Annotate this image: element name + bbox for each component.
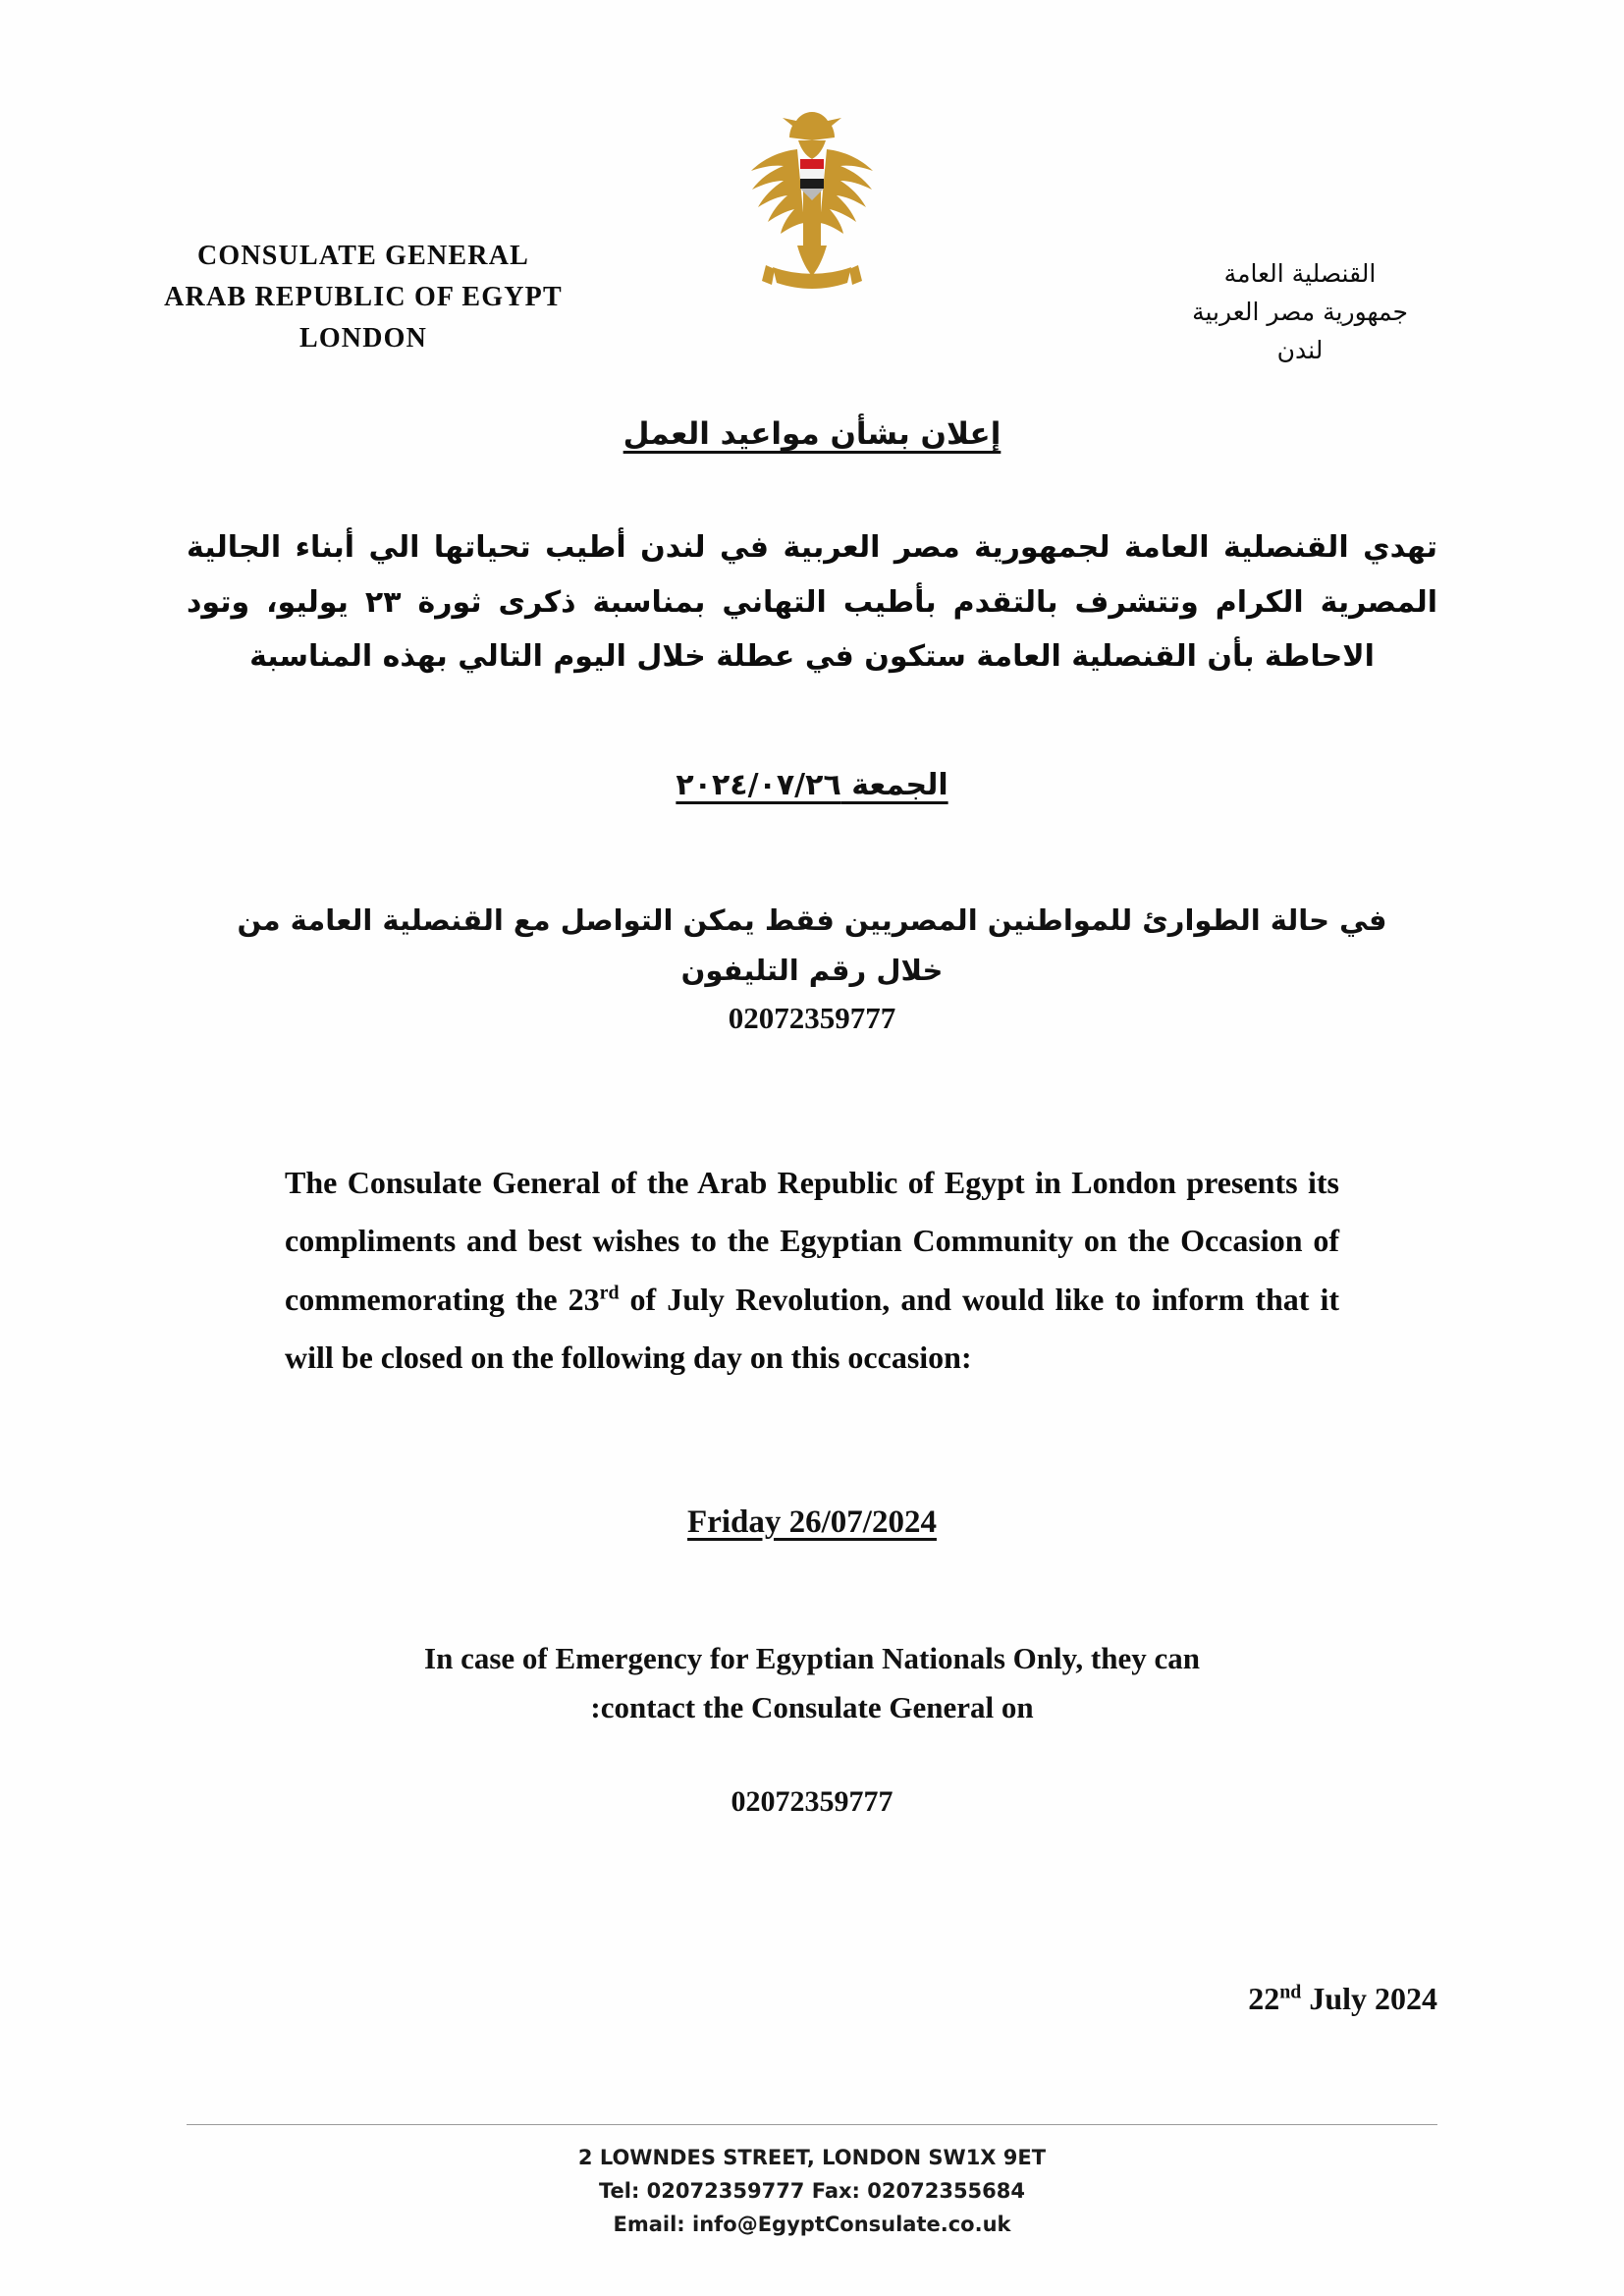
english-body-paragraph xyxy=(285,1154,1339,1387)
document-footer xyxy=(88,2124,1536,2241)
letterhead-arabic-line-3: لندن xyxy=(1276,335,1324,364)
english-paragraph-part2: of July Revolution, and would like to inform that it will be closed on the following day on this occasion: xyxy=(285,1281,1340,1375)
arabic-emergency-text: في حالة الطوارئ للمواطنين المصريين فقط يمكن التواصل مع القنصلية العامة من خلال رقم التليفون xyxy=(237,902,1387,987)
arabic-emergency-phone: 02072359777 xyxy=(728,1001,896,1036)
english-emergency-phone: 02072359777 xyxy=(731,1785,893,1819)
signature-date-rest: July 2024 xyxy=(1301,1981,1437,2017)
english-emergency-line-2: :contact the Consulate General on xyxy=(590,1689,1034,1724)
signature-date xyxy=(88,1981,1536,2017)
english-closure-date: Friday 26/07/2024 xyxy=(687,1504,937,1540)
footer-email: Email: info@EgyptConsulate.co.uk xyxy=(613,2212,1011,2236)
letterhead xyxy=(88,108,1536,369)
signature-date-number: 22 xyxy=(1248,1981,1280,2017)
arabic-body-paragraph: تهدي القنصلية العامة لجمهورية مصر العربية في لندن أطيب تحياتها الي أبناء الجالية المصرية الكرام وتتشرف بالتقدم بأطيب التهاني بمناسبة ذكرى ثورة ٢٣ يوليو، وتود الاحاطة بأن القنصلية العامة ستكون في عطلة خلال اليوم التالي بهذه المناسبة xyxy=(187,530,1437,675)
english-emergency-line-1: In case of Emergency for Egyptian Nationals Only, they can xyxy=(424,1641,1200,1675)
letterhead-arabic-line-2: جمهورية مصر العربية xyxy=(1192,297,1408,326)
letterhead-english-line-1: CONSULATE GENERAL xyxy=(196,241,530,271)
arabic-closure-date: الجمعة ٢٠٢٤/٠٧/٢٦ xyxy=(676,767,948,802)
footer-divider xyxy=(187,2124,1437,2125)
letterhead-english xyxy=(88,108,638,359)
english-paragraph-part1: The Consulate General of the Arab Republic of Egypt in London presents its compliments and best wishes to the Egyptian Community on the Occasion of commemorating the 23 xyxy=(285,1165,1339,1317)
letterhead-arabic xyxy=(1064,108,1536,369)
letterhead-english-line-2: ARAB REPUBLIC OF EGYPT xyxy=(164,282,563,312)
english-emergency-text xyxy=(265,1634,1359,1731)
letterhead-arabic-line-1: القنصلية العامة xyxy=(1223,259,1377,288)
english-paragraph-ordinal: rd xyxy=(599,1281,620,1303)
footer-address: 2 LOWNDES STREET, LONDON SW1X 9ET xyxy=(577,2145,1047,2169)
egypt-eagle-crest-icon xyxy=(738,108,886,319)
letterhead-english-line-3: LONDON xyxy=(298,323,428,354)
arabic-title: إعلان بشأن مواعيد العمل xyxy=(623,416,1001,453)
signature-date-ordinal: nd xyxy=(1279,1981,1302,2003)
footer-phone-fax: Tel: 02072359777 Fax: 02072355684 xyxy=(599,2178,1025,2203)
